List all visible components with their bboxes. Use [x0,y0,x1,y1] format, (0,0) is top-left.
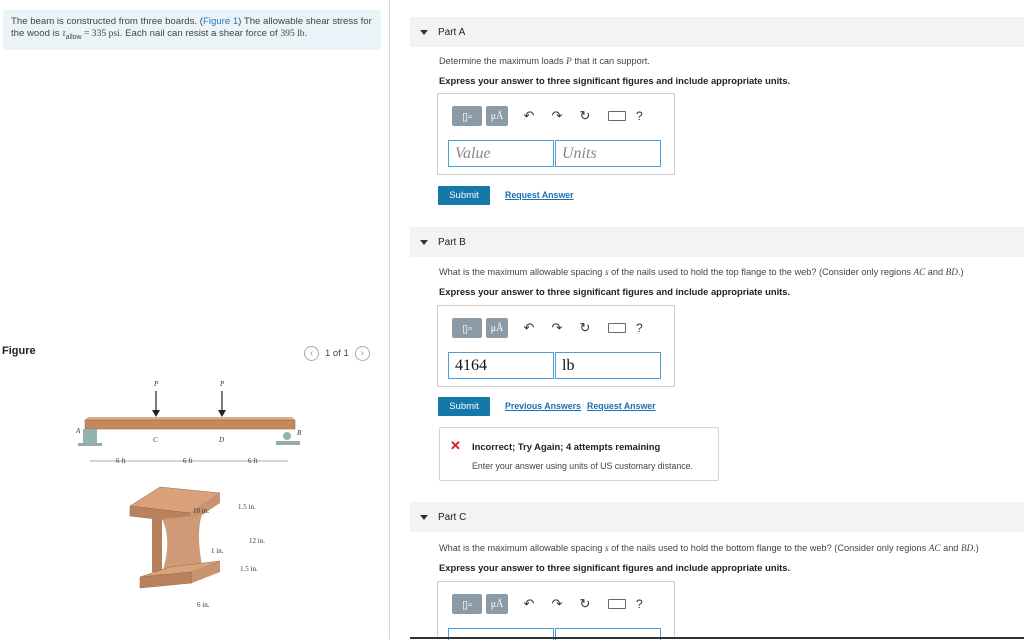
undo-icon[interactable]: ↶ [523,320,535,335]
question-text: and [940,543,961,553]
chevron-right-icon[interactable]: › [355,346,370,361]
span-label-1: 6 ft [116,457,126,465]
part-b-header[interactable] [410,227,1024,257]
math-toolbar [452,594,643,614]
part-a-question [439,56,650,66]
web-front [152,518,162,573]
load-arrowhead-p2 [218,410,226,417]
value-input[interactable]: Value [448,140,554,167]
help-button[interactable]: ? [636,321,643,335]
region-label: BD [960,543,974,553]
part-a-submit-button[interactable]: Submit [438,186,490,205]
question-variable: s [604,267,609,277]
part-b-submit-button[interactable]: Submit [438,397,490,416]
load-label-p1: P [154,380,159,388]
point-c-label: C [153,436,158,444]
support-b-base [276,441,300,445]
units-input[interactable]: Units [555,140,661,167]
reset-icon[interactable]: ↻ [579,108,591,123]
question-text: that it can support. [571,56,650,66]
question-text: What is the maximum allowable spacing [439,267,605,277]
units-symbol-button[interactable]: μÅ [486,594,508,614]
units-symbol-button[interactable]: μÅ [486,318,508,338]
problem-statement [3,10,381,50]
reset-icon[interactable]: ↻ [579,320,591,335]
part-b-question [439,267,964,277]
question-text: of the nails used to hold the top flange to the web? (Consider only regions [608,267,914,277]
allowable-stress: = 335 psi [81,28,120,39]
feedback-title: Incorrect; Try Again; 4 attempts remaining [472,441,661,452]
span-label-3: 6 ft [248,457,258,465]
point-a-label: A [76,427,81,435]
part-a-title: Part A [438,26,466,38]
support-a [83,429,97,443]
units-input[interactable]: lb [555,352,661,379]
chevron-left-icon[interactable]: ‹ [304,346,319,361]
problem-text: The beam is constructed from three boards. ( [11,16,203,27]
template-icon[interactable]: ▯▫ [452,106,482,126]
part-b-instruction: Express your answer to three significant figures and include appropriate units. [439,286,791,297]
region-label: BD [945,267,958,277]
previous-answers-link[interactable]: Previous Answers [505,401,581,411]
support-a-base [78,443,102,446]
feedback-box [439,427,719,481]
part-a-request-answer-link[interactable]: Request Answer [505,190,574,200]
part-c-title: Part C [438,511,467,523]
tau-symbol: τ [62,28,66,39]
question-variable: s [604,543,609,553]
part-c-instruction: Express your answer to three significant figures and include appropriate units. [439,562,791,573]
collapse-triangle-icon [420,240,428,245]
template-icon[interactable]: ▯▫ [452,594,482,614]
part-b-title: Part B [438,236,466,248]
flange-width-label: 10 in. [193,507,209,515]
part-a-instruction: Express your answer to three significant figures and include appropriate units. [439,75,791,86]
pager-label: 1 of 1 [325,348,349,359]
span-label-2: 6 ft [183,457,193,465]
part-b-request-answer-link[interactable]: Request Answer [587,401,656,411]
collapse-triangle-icon [420,30,428,35]
question-text: of the nails used to hold the bottom flange to the web? (Consider only regions [608,543,929,553]
beam-top [85,417,295,420]
beam-figure [70,375,310,615]
web-height-label: 12 in. [249,537,265,545]
region-label: AC [913,267,926,277]
part-c-question [439,543,979,553]
figure-link[interactable]: Figure 1 [202,16,239,27]
part-c-header[interactable] [410,502,1024,532]
units-symbol-button[interactable]: μÅ [486,106,508,126]
bottom-flange-thickness-label: 1.5 in. [240,565,258,573]
math-toolbar [452,318,643,338]
help-button[interactable]: ? [636,109,643,123]
question-text: .) [973,543,979,553]
part-b-answer-box [437,305,675,387]
problem-text: ) The allowable shear stress for [238,16,372,27]
template-icon[interactable]: ▯▫ [452,318,482,338]
flange-thickness-label: 1.5 in. [238,503,256,511]
part-c-answer-box [437,581,675,639]
beam [85,420,295,429]
point-d-label: D [219,436,225,444]
pane-divider [389,0,390,639]
question-text: What is the maximum allowable spacing [439,543,605,553]
bottom-width-label: 6 in. [197,601,210,609]
nail-force: 395 lb [280,28,305,39]
question-variable: P [566,56,572,66]
support-b-roller [283,432,291,440]
region-label: AC [928,543,941,553]
problem-text: . [304,28,308,39]
help-button[interactable]: ? [636,597,643,611]
load-arrowhead-p1 [152,410,160,417]
keyboard-icon[interactable] [608,111,626,121]
load-label-p2: P [220,380,225,388]
web-thickness-label: 1 in. [211,547,224,555]
tau-subscript: allow [65,33,82,41]
redo-icon[interactable]: ↷ [551,596,563,611]
math-toolbar [452,106,643,126]
question-text: .) [957,267,964,277]
redo-icon[interactable]: ↷ [551,108,563,123]
reset-icon[interactable]: ↻ [579,596,591,611]
undo-icon[interactable]: ↶ [523,108,535,123]
keyboard-icon[interactable] [608,599,626,609]
incorrect-x-icon: ✕ [450,438,461,453]
question-text: Determine the maximum loads [439,56,567,66]
figure-title: Figure [2,345,36,357]
undo-icon[interactable]: ↶ [523,596,535,611]
keyboard-icon[interactable] [608,323,626,333]
redo-icon[interactable]: ↷ [551,320,563,335]
problem-text: . Each nail can resist a shear force of [119,28,281,39]
part-a-header[interactable] [410,17,1024,47]
question-text: and [925,267,946,277]
collapse-triangle-icon [420,515,428,520]
value-input[interactable]: 4164 [448,352,554,379]
point-b-label: B [297,429,302,437]
problem-text: the wood is [11,28,63,39]
feedback-message: Enter your answer using units of US customary distance. [472,461,694,471]
figure-pager [304,346,370,361]
part-a-answer-box [437,93,675,175]
